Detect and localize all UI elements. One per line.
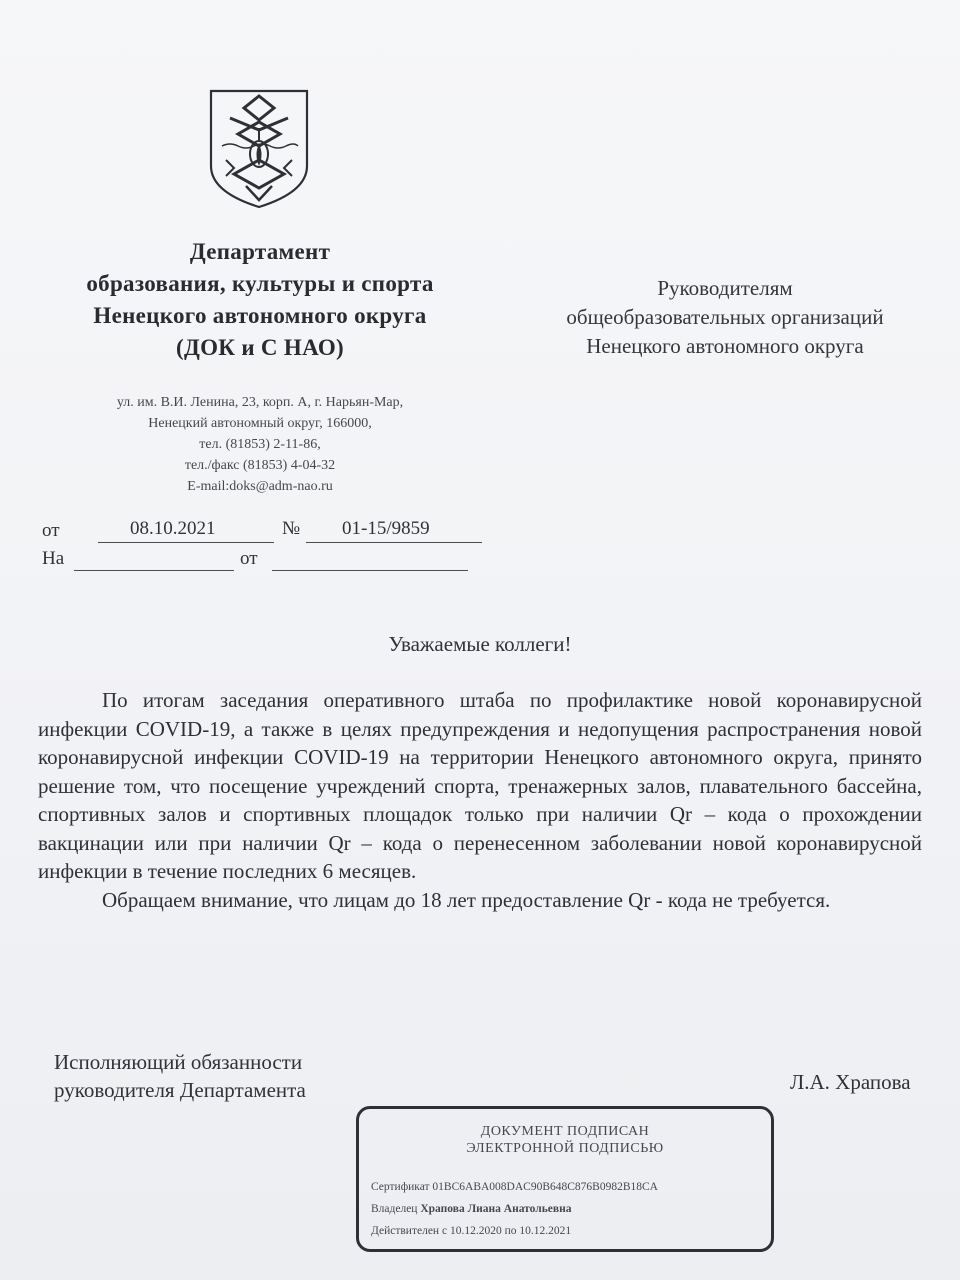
position-line: Исполняющий обязанности <box>54 1050 303 1074</box>
owner-label: Владелец <box>371 1203 418 1215</box>
address-line: тел. (81853) 2-11-86, <box>199 437 321 452</box>
coat-of-arms-icon <box>208 88 310 210</box>
owner-value: Храпова Лиана Анатольевна <box>420 1203 572 1215</box>
valid-label: Действителен <box>371 1225 440 1237</box>
body-paragraph: Обращаем внимание, что лицам до 18 лет предоставление Qr - кода не требуется. <box>102 887 831 912</box>
reg-reply-date-underline <box>272 570 468 571</box>
stamp-owner <box>371 1203 571 1215</box>
valid-to: 10.12.2021 <box>519 1225 572 1237</box>
reg-date: 08.10.2021 <box>130 518 216 539</box>
certificate-value: 01BC6ABA008DAC90B648C876B0982B18CA <box>432 1181 658 1193</box>
sender-title-line: Департамент <box>189 239 331 264</box>
recipient-line: Ненецкого автономного округа <box>586 334 864 358</box>
stamp-header <box>359 1123 771 1157</box>
reg-number-underline <box>306 542 482 543</box>
letter-body <box>38 686 922 914</box>
address-line: Ненецкий автономный округ, 166000, <box>148 416 372 431</box>
reg-reply-label: На <box>42 548 65 569</box>
certificate-label: Сертификат <box>371 1181 430 1193</box>
reg-number: 01-15/9859 <box>342 518 430 539</box>
sender-title-line: образования, культуры и спорта <box>86 271 434 296</box>
recipient-line: общеобразовательных организаций <box>566 305 884 329</box>
signatory-name: Л.А. Храпова <box>790 1070 911 1094</box>
sender-address <box>40 392 480 497</box>
address-line: тел./факс (81853) 4-04-32 <box>184 458 336 473</box>
valid-from: 10.12.2020 <box>449 1225 502 1237</box>
recipient-block <box>520 274 930 361</box>
recipient-line: Руководителям <box>657 276 793 300</box>
valid-from-label: с <box>441 1225 448 1237</box>
reg-reply-from-label: от <box>240 548 258 569</box>
reg-number-label: № <box>282 518 301 539</box>
position-line: руководителя Департамента <box>54 1078 306 1102</box>
body-paragraph: По итогам заседания оперативного штаба по профилактике новой коронавирусной инфекции COVID-19, а также в целях предупреждения и недопущения распространения новой коронавирусной инфекции COVID-19 на территории Ненецкого автономного округа, принято решение том, что посещение учреждений спорта, тренажерных залов, плавательного бассейна, спортивных залов и спортивных площадок только при наличии Qr – кода о прохождении вакцинации или при наличии Qr – кода о перенесенном заболевании новой коронавирусной инфекции в течение последних 6 месяцев. <box>38 688 922 883</box>
sender-title-line: (ДОК и С НАО) <box>176 335 344 360</box>
stamp-title-line: ЭЛЕКТРОННОЙ ПОДПИСЬЮ <box>466 1141 664 1156</box>
reg-from-label: от <box>42 520 60 541</box>
address-line: E-mail:doks@adm-nao.ru <box>187 479 333 494</box>
sender-block <box>40 236 480 364</box>
reg-date-underline <box>98 542 274 543</box>
valid-to-label: по <box>504 1225 517 1237</box>
signatory-position <box>54 1048 306 1104</box>
sender-title-line: Ненецкого автономного округа <box>93 303 427 328</box>
stamp-title-line: ДОКУМЕНТ ПОДПИСАН <box>480 1124 650 1139</box>
stamp-validity <box>371 1225 571 1237</box>
stamp-certificate <box>371 1181 658 1193</box>
electronic-signature-stamp <box>356 1106 774 1252</box>
reg-reply-underline <box>74 570 234 571</box>
salutation: Уважаемые коллеги! <box>388 632 572 656</box>
address-line: ул. им. В.И. Ленина, 23, корп. А, г. Нарьян-Мар, <box>116 395 404 410</box>
